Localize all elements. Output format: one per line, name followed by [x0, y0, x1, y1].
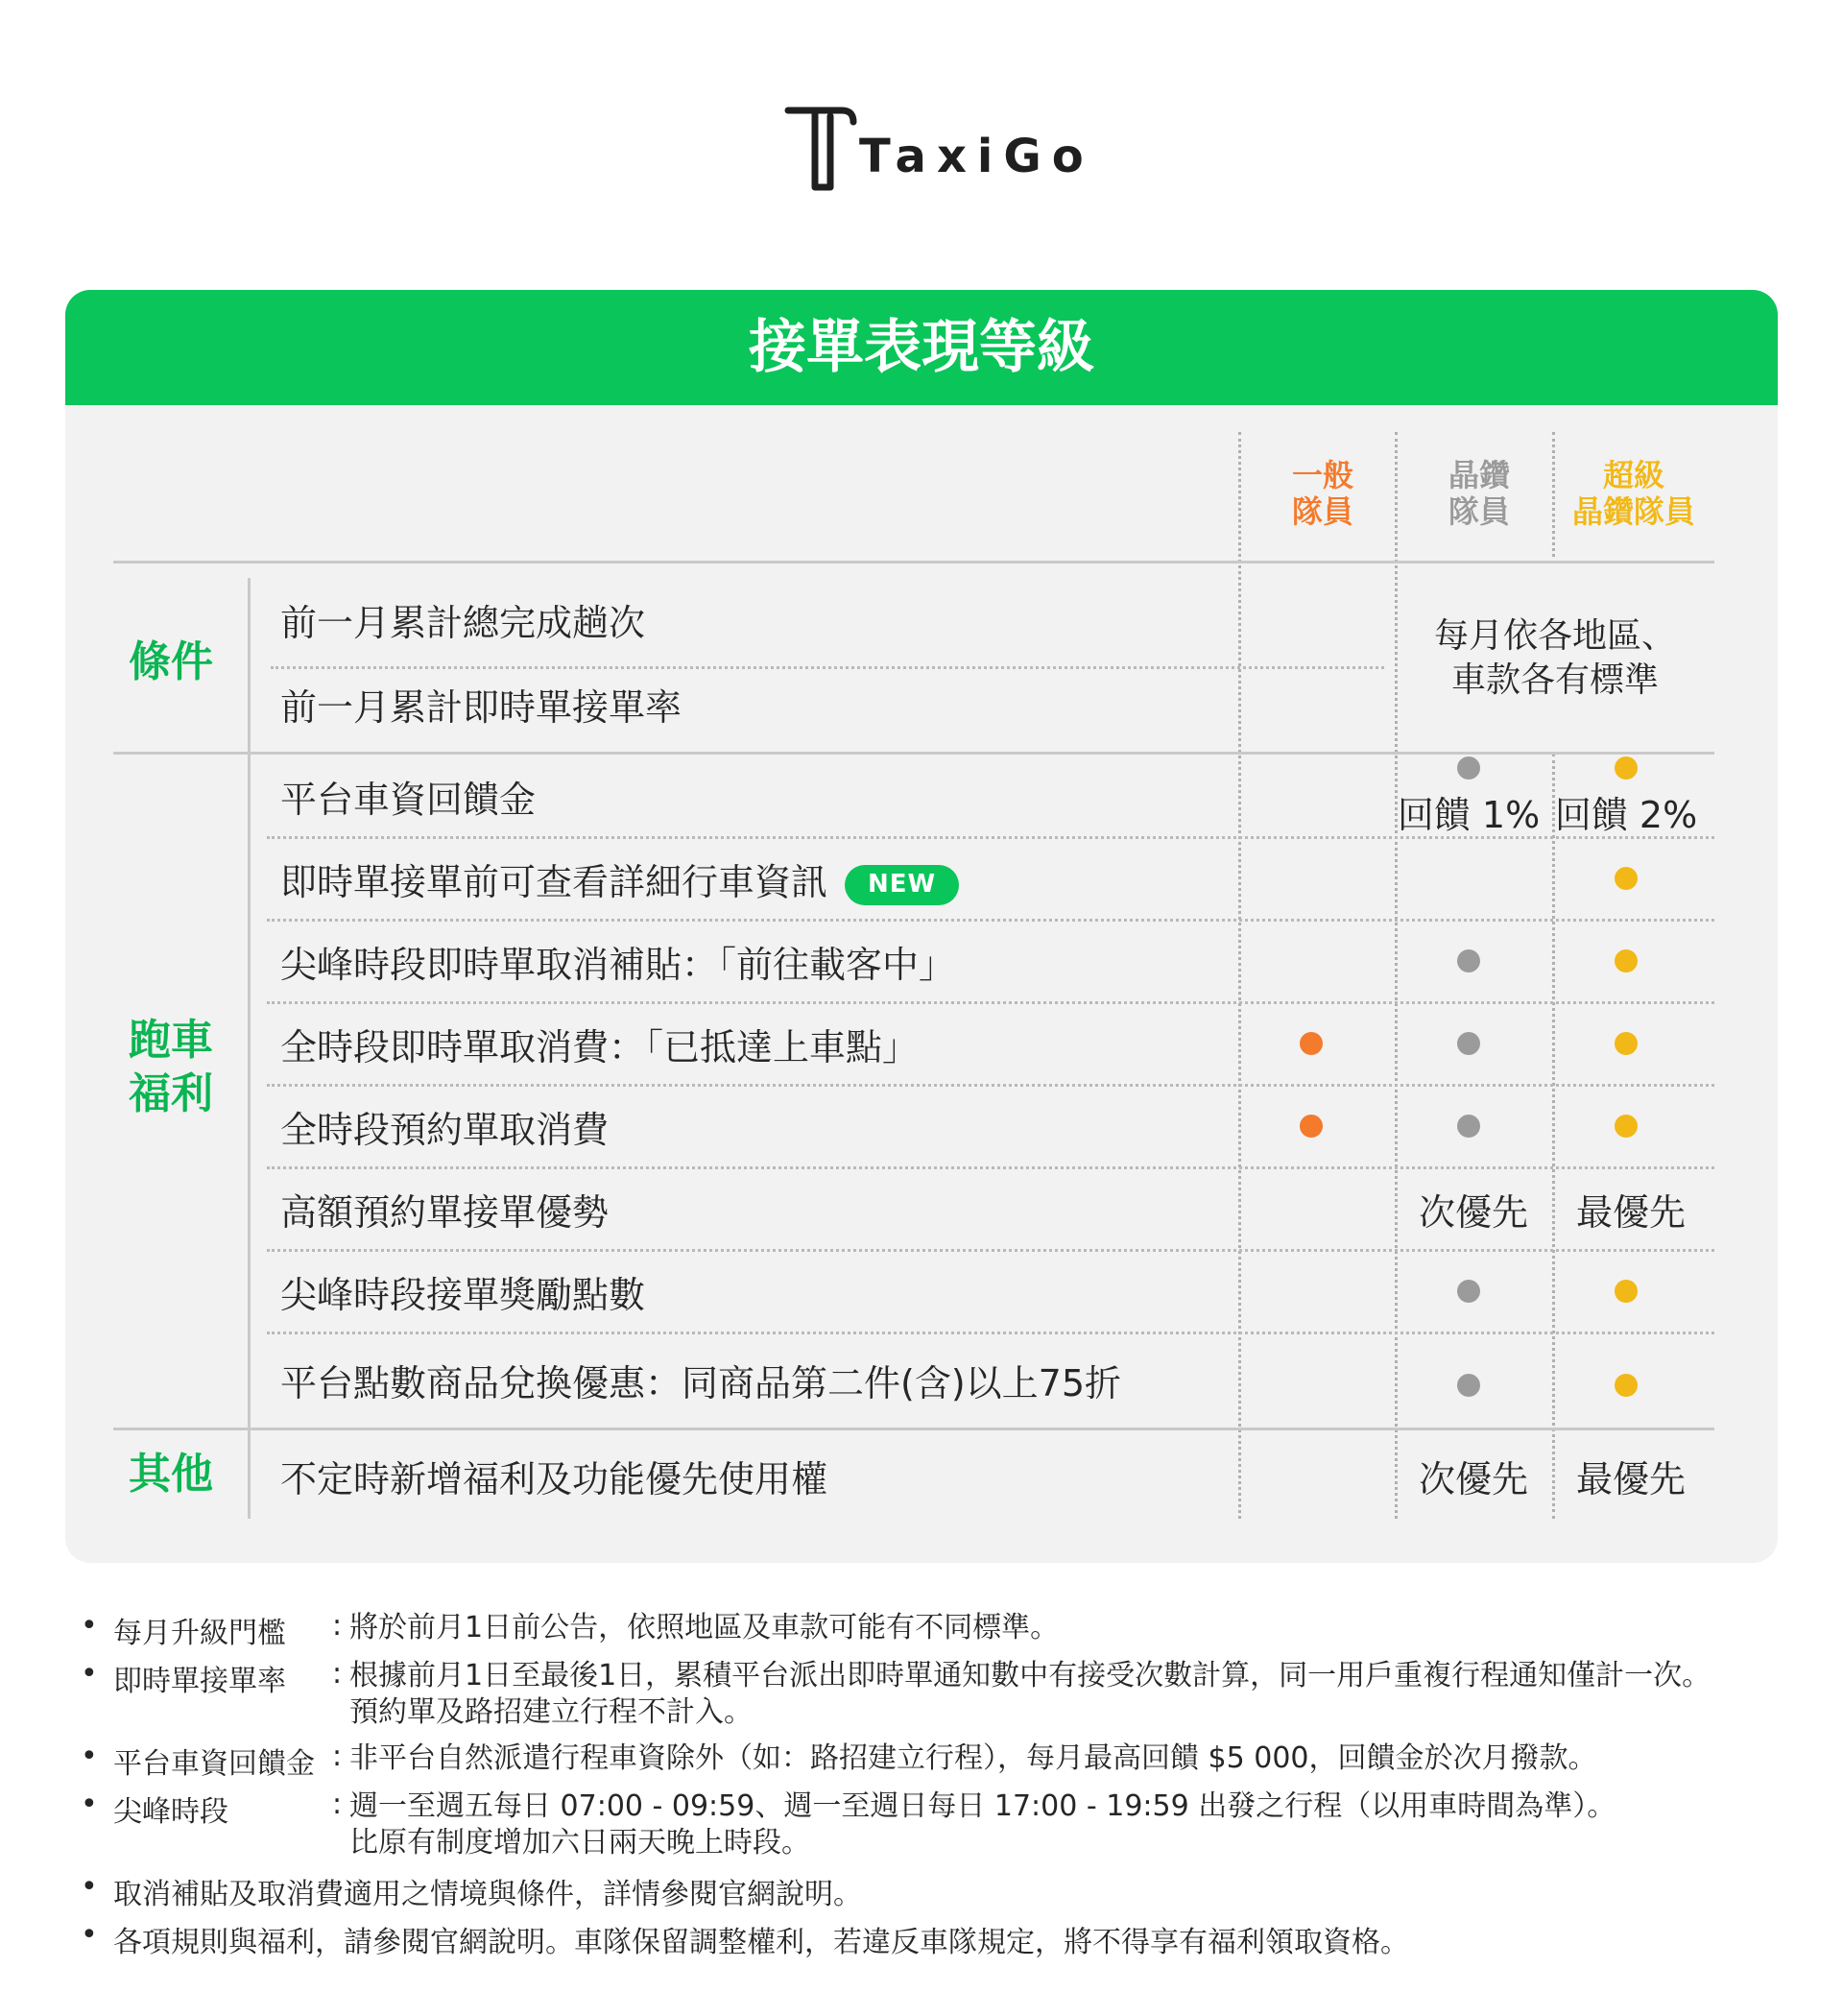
- condition-total-trips: 前一月累計總完成趟次: [280, 602, 646, 644]
- condition-acceptance-rate: 前一月累計即時單接單率: [280, 686, 682, 729]
- standard-note-line2: 車款各有標準: [1450, 660, 1659, 700]
- card-title: 接單表現等級: [749, 314, 1094, 381]
- bullet-icon: •: [81, 1870, 98, 1904]
- tier-diamond-line1: 晶鑽: [1448, 457, 1510, 493]
- bullet-icon: •: [81, 1740, 98, 1773]
- brand-name: TaxiGo: [859, 130, 1094, 183]
- note-value-line2: 預約單及路招建立行程不計入。: [349, 1695, 753, 1729]
- tier-super-line2: 晶鑽隊員: [1571, 493, 1695, 530]
- super-priority-access: 最優先: [1575, 1458, 1686, 1500]
- category-divider-benefits: [248, 755, 251, 1428]
- taxigo-logo: [782, 101, 1094, 197]
- benefit-reservation-cancel-fee: 全時段預約單取消費: [280, 1109, 610, 1151]
- diamond-fare-rebate-dot: [1457, 756, 1480, 780]
- bullet-icon: •: [81, 1918, 98, 1952]
- note-text: 取消補貼及取消費適用之情境與條件，詳情參閱官網說明。: [113, 1878, 862, 1911]
- super-points-discount-dot: [1615, 1374, 1638, 1397]
- header-divider: [113, 561, 1714, 564]
- benefit-peak-cancel-subsidy: 尖峰時段即時單取消補貼：「前往載客中」: [280, 944, 956, 986]
- row-separator: [267, 1084, 1714, 1087]
- new-badge: NEW: [845, 865, 959, 905]
- bullet-icon: •: [81, 1609, 98, 1643]
- super-trip-details-dot: [1615, 867, 1638, 890]
- tier-diamond-header: [1402, 457, 1556, 530]
- tier-diamond-line2: 隊員: [1448, 493, 1510, 530]
- note-value: 根據前月1日至最後1日，累積平台派出即時單通知數中有接受次數計算，同一用戶重複行程通知僅計一次。: [349, 1659, 1711, 1692]
- benefit-trip-details-label: 即時單接單前可查看詳細行車資訊: [280, 861, 828, 903]
- category-benefits-line2: 福利: [129, 1069, 213, 1118]
- bullet-icon: •: [81, 1657, 98, 1691]
- diamond-high-value-priority: 次優先: [1418, 1191, 1528, 1234]
- row-separator: [267, 1001, 1714, 1004]
- column-divider-2: [1395, 432, 1398, 1519]
- diamond-peak-cancel-dot: [1457, 949, 1480, 972]
- tier-basic-line2: 隊員: [1291, 493, 1353, 530]
- category-benefits: [104, 1014, 238, 1121]
- category-divider-others: [248, 1430, 251, 1519]
- tier-super-line1: 超級: [1602, 457, 1664, 493]
- benefit-arrived-cancel-fee: 全時段即時單取消費：「已抵達上車點」: [280, 1026, 920, 1068]
- conditions-standard-note: [1397, 614, 1713, 703]
- note-key: 每月升級門檻: [113, 1617, 286, 1650]
- super-high-value-priority: 最優先: [1575, 1191, 1686, 1234]
- benefit-points-discount: 平台點數商品兌換優惠：同商品第二件(含)以上75折: [280, 1362, 1122, 1404]
- conditions-divider: [113, 752, 1714, 755]
- note-text: 各項規則與福利，請參閱官網說明。車隊保留調整權利，若違反車隊規定，將不得享有福利領取資格。: [113, 1926, 1409, 1959]
- benefit-trip-details: [280, 852, 959, 905]
- diamond-priority-access: 次優先: [1418, 1458, 1528, 1500]
- diamond-peak-points-dot: [1457, 1280, 1480, 1303]
- diamond-points-discount-dot: [1457, 1374, 1480, 1397]
- note-key: 平台車資回饋金: [113, 1747, 315, 1781]
- column-divider-3-bottom: [1552, 754, 1555, 1519]
- taxigo-logo-mark-icon: [782, 101, 859, 193]
- super-fare-rebate-value: 回饋 2%: [1554, 794, 1698, 836]
- category-benefits-line1: 跑車: [129, 1016, 213, 1065]
- tier-basic-line1: 一般: [1291, 457, 1353, 493]
- basic-arrived-cancel-dot: [1300, 1032, 1323, 1055]
- row-separator: [267, 1249, 1714, 1252]
- standard-note-line1: 每月依各地區、: [1433, 616, 1676, 656]
- row-separator: [271, 666, 1384, 669]
- benefits-divider: [113, 1428, 1714, 1430]
- diamond-reservation-cancel-dot: [1457, 1115, 1480, 1138]
- diamond-fare-rebate-value: 回饋 1%: [1397, 794, 1541, 836]
- super-peak-cancel-dot: [1615, 949, 1638, 972]
- super-fare-rebate-dot: [1615, 756, 1638, 780]
- row-separator: [267, 1166, 1714, 1169]
- category-divider-conditions: [248, 578, 251, 753]
- diamond-arrived-cancel-dot: [1457, 1032, 1480, 1055]
- note-value-line2: 比原有制度增加六日兩天晚上時段。: [349, 1826, 810, 1860]
- column-divider-1: [1238, 432, 1241, 1519]
- super-peak-points-dot: [1615, 1280, 1638, 1303]
- bullet-icon: •: [81, 1788, 98, 1821]
- category-others: 其他: [129, 1450, 213, 1499]
- others-priority-access: 不定時新增福利及功能優先使用權: [280, 1458, 828, 1500]
- note-value: 將於前月1日前公告，依照地區及車款可能有不同標準。: [349, 1611, 1060, 1644]
- benefit-fare-rebate: 平台車資回饋金: [280, 779, 537, 821]
- super-arrived-cancel-dot: [1615, 1032, 1638, 1055]
- column-divider-3-top: [1552, 432, 1555, 557]
- row-separator: [267, 919, 1714, 922]
- tier-basic-header: [1246, 457, 1400, 530]
- note-value: 週一至週五每日 07:00 - 09:59、週一至週日每日 17:00 - 19:59 出發之行程（以用車時間為準）。: [349, 1789, 1616, 1823]
- note-key: 尖峰時段: [113, 1795, 228, 1829]
- benefit-peak-reward-points: 尖峰時段接單獎勵點數: [280, 1274, 646, 1316]
- tier-super-header: [1557, 457, 1711, 530]
- category-conditions: 條件: [129, 637, 213, 686]
- super-reservation-cancel-dot: [1615, 1115, 1638, 1138]
- benefit-high-value-priority: 高額預約單接單優勢: [280, 1191, 610, 1234]
- note-value: 非平台自然派遣行程車資除外（如：路招建立行程），每月最高回饋 $5 000，回饋金於次月撥款。: [349, 1741, 1597, 1775]
- note-key: 即時單接單率: [113, 1665, 286, 1698]
- row-separator: [267, 1332, 1714, 1334]
- basic-reservation-cancel-dot: [1300, 1115, 1323, 1138]
